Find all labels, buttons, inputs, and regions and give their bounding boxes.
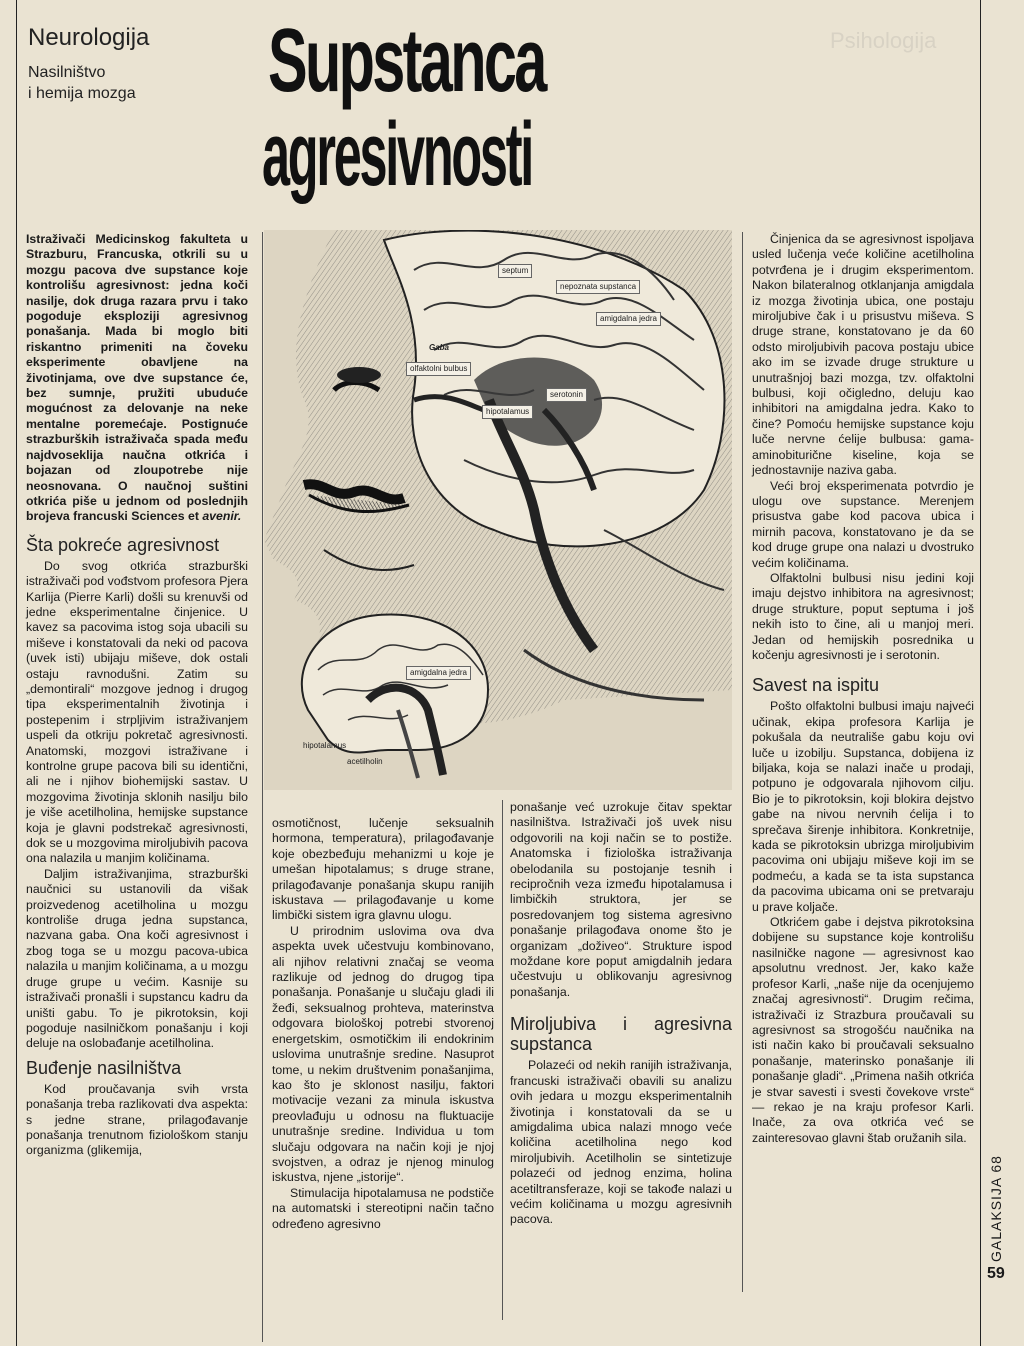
label-amigdalna-jedra: amigdalna jedra <box>596 312 661 326</box>
page-right-rule <box>980 0 981 1346</box>
subhead-savest: Savest na ispitu <box>752 675 880 696</box>
magazine-name: GALAKSIJA 68 <box>988 1155 1004 1262</box>
column-rule-3 <box>742 232 743 1292</box>
column-rule-2 <box>502 800 503 1320</box>
column-2 <box>272 816 494 1232</box>
page-number: 59 <box>987 1265 1005 1282</box>
bleed-through-text: Psihologija <box>830 28 937 53</box>
column-4 <box>752 232 974 1146</box>
col3-paragraph-1: ponašanje već uzrokuje čitav spektar nasilništva. Istraživači još uvek nisu odgovorili na koji način se to postiže. Anatomska i fiziološka istraživanja obelodanila su postojanje tesnih i recipročnih veza između hipotalamusa i limbičkih struktora, jer se posredovanjem tog sistema agresivno ponašanje prilagođava onome što je organizam „doživeo“. Strukture ispod moždane kore poput amigdalnih jedara učestvuju u oblikovanju agresivnog ponašanja. <box>510 800 732 999</box>
label-septum: septum <box>498 264 532 278</box>
headline-line-2: agresivnosti <box>262 105 533 205</box>
small-label-amigdalna-jedra: amigdalna jedra <box>406 666 471 680</box>
subhead-miroljubiva: Miroljubiva i agresivna supstanca <box>510 1014 732 1055</box>
col1-paragraph-3: Kod proučavanja svih vrsta ponašanja treba razlikovati dva aspekta: s jedne strane, prilagođavanje ponašanja trenutnom fiziološkom stanju organizma (glikemija, <box>26 1081 248 1158</box>
label-hipotalamus: hipotalamus <box>482 405 533 419</box>
small-label-acetilholin: acetilholin <box>347 757 383 766</box>
col4-paragraph-1: Činjenica da se agresivnost ispoljava usled lučenja veće količine acetilholina potvrđena je i drugim eksperimentom. Nakon bilateralnog otklanjanja amigdala iz mozga životinja ubica, one postaju miroljubive čak i u prisustvu miševa. S druge strane, konstatovano je da 60 odsto miroljubivih pacova postaju ubice ako im se izvade druge strukture u unutrašnjoj bazi mozga, tzv. olfaktolni bulbusi, koji očigledno, deluju kao inhibitori na amigdalna jedra. Kako to čine? Pomoću hemijske supstance koju luče nervne ćelije bulbusa: gama-aminobiturične kiseline, koja se jednostavnije naziva gaba. <box>752 232 974 478</box>
page-left-rule <box>16 0 17 1346</box>
subhead-sta-pokrece: Šta pokreće agresivnost <box>26 534 220 555</box>
col4-paragraph-2: Veći broj eksperimenata potvrdio je ulogu ove supstance. Merenjem prisustva gabe kod pacova ubica i mirnih pacova, konstatovano je da se kod druge grupe ona nalazi u dvostruko većim količinama. <box>752 478 974 570</box>
section-title: Neurologija <box>28 24 150 51</box>
col4-paragraph-3: Olfaktolni bulbusi nisu jedini koji imaju dejstvo inhibitora na agresivnost; druge strukture, poput septuma i još nekih isto to čine, ali u manjoj meri. Jedan od hemijskih posrednika u kočenju agresivnosti je i serotonin. <box>752 570 974 662</box>
section-subtitle: Nasilništvo i hemija mozga <box>28 64 136 102</box>
subhead-budjenje: Buđenje nasilništva <box>26 1057 182 1078</box>
headline-line-1: Supstanca <box>268 11 545 111</box>
col4-paragraph-5: Otkrićem gabe i dejstva pikrotoksina dobijene su supstance koje kontrolišu nasilničke nagone — agresivnost kao apsolutnu vrednost. Jer, kako kaže profesor Karli, „naše nije da ocenjujemo značaj agresivnosti“. Drugim rečima, istraživači iz Strazbura proučavali su agresivnost sa strogošću naučnika na isti način kako bi proučavali seksualno ponašanje, materinsko ponašanje ili ponašanje gladi“. „Primena naših otkrića je stvar savesti i svesti čovekove vrste“ — rekao je na kraju profesor Karli. Inače, za ova otkrića već se zainteresovao glavni štab oružanih sila. <box>752 915 974 1145</box>
col3-paragraph-2: Polazeći od nekih ranijih istraživanja, francuski istraživači obavili su analizu ovih jedara u mozgu eksperimentalnih životinja i konstatovali da se u amigdalima ubica nalazi mnogo veće količina acetilholina nego kod miroljubivih. Acetilholin se sintetizuje polazeći od jednog enzima, holina acetiltransferaze, koji se takođe nalazi u većim količinama u mozgu agresivnih pacova. <box>510 1058 732 1227</box>
label-olfaktolni-bulbus: olfaktolni bulbus <box>406 362 471 376</box>
label-gaba: Gaba <box>429 343 450 352</box>
col1-paragraph-1: Do svog otkrića strazburški istraživači pod vođstvom profesora Pjera Karlija (Pierre Karli) došli su krenuvši od jedne eksperimentalne činjenice. U kavez sa pacovima istog soja ubacili su miševe i konstatovali da neki od pacova (uvek isti) ubijaju miševe, dok ostali ostaju ravnodušni. Zatim su „demontirali“ mozgove jednog i drugog tipa eksperimentalnih životinja i postepenim i strpljivim istraživanjem uspeli da otkriju pokretač agresivnosti. Anatomski, mozgovi istraživane i kontrolne grupe pacova bili su identični, ali ne i njihov biohemijski sastav. U mozgovima životinja sklonih nasilju bilo je više acetilholina, hemijske supstance koja je glavni podstrekač agresivnosti, dok se u mozgovima miroljubivih pacova ona nalazila u manjim količinama. <box>26 558 248 866</box>
small-brain-diagram <box>288 600 498 780</box>
column-1 <box>26 232 248 1159</box>
label-nepoznata-supstanca: nepoznata supstanca <box>556 280 640 294</box>
col2-paragraph-1: osmotičnost, lučenje seksualnih hormona, temperatura), prilagođavanje koje obezbeđuju mehanizmi u koje je umešan hipotalamus; s druge strane, prilagođavanje ponašanja skupu ranijih iskustava — prilagođavanje u kome limbički sistem igra glavnu ulogu. <box>272 816 494 923</box>
col1-paragraph-2: Daljim istraživanjima, strazburški naučnici su ustanovili da višak proizvedenog acetilholina u mozgu kontroliše druga jedna supstanca, nazvana gaba. Ona koči agresivnost i zbog toga se u mozgu pacova-ubica nalazila u manjim količinama, a u mozgu druge grupe u većim. Kasnije su istraživači pronašli i supstancu kadru da uništi gabu. To je pikrotoksin, koji pogoduje nasilničkom ponašanju i koji deluje na oslobađanje acetilholina. <box>26 866 248 1051</box>
col2-paragraph-3: Stimulacija hipotalamusa ne podstiče na automatski i stereotipni način tačno određeno agresivno <box>272 1185 494 1231</box>
column-3 <box>510 800 732 1228</box>
col2-paragraph-2: U prirodnim uslovima ova dva aspekta uvek učestvuju kombinovano, ali njihov relativni značaj se veoma razlikuje od jednog do drugog tipa ponašanja. Ponašanje u slučaju gladi ili žeđi, seksualnog prohteva, materinstva odgovara biološkoj potrebi stvorenoj energetskim, osmotičkim ili endokrinim uslovima unutrašnje sredine. Nasuprot tome, u nekim društvenim ponašanjima, kao što je sklonost nasilju, faktori motivacije vezani za minula iskustva preovlađuju u odnosu na fluktuacije unutrašnje sredine. Individua u tom slučaju odgovara na način koji je njoj svojstven, a odraz je njenog minulog iskustva, njene „istorije“. <box>272 923 494 1185</box>
small-label-hipotalamus: hipotalamus <box>303 741 347 750</box>
col4-paragraph-4: Pošto olfaktolni bulbusi imaju najveći učinak, ekipa profesora Karlija je pokušala da neutrališe gabu koju ovi luče u izobilju. Supstanca, dobijena iz biljaka, koja se nalazi inače u prodaji, potpuno je odgovarala njihovom cilju. Bio je to pikrotoksin, koji blokira dejstvo gabe na nivou nervnih ćelija i to sprečava širenje inhibitora. Konkretnije, kada se pikrotoksin ubrizga miroljubivim pacovima oni ubijaju miševe koji im se podmeću, a kada se ta ista supstanca da pacovima ubicama oni se pretvaraju u prave koljače. <box>752 699 974 914</box>
column-rule-1 <box>262 232 263 1342</box>
lead-italic: avenir. <box>202 509 242 524</box>
lead-paragraph: Istraživači Medicinskog fakulteta u Strazburu, Francuska, otkrili su u mozgu pacova dve supstance koje kontrolišu agresivnost: jedna koči nasilje, dok druga razara prvu i tako pogoduje eksploziji agresivnog ponašanja. Mada bi moglo biti riskantno primeniti na čoveku eksperimente obavljene na životinjama, ove dve supstance će, bez sumnje, pružiti ubuduće mogućnost za delovanje na neke mentalne poremećaje. Postignuće strazburških istraživača spada među najdvoseklija naučna otkrića i bojazan od zloupotrebe nije neosnovana. O naučnoj suštini otkrića piše u jednom od poslednjih brojeva francuski Sciences et <box>26 232 248 524</box>
label-serotonin: serotonin <box>546 388 587 402</box>
